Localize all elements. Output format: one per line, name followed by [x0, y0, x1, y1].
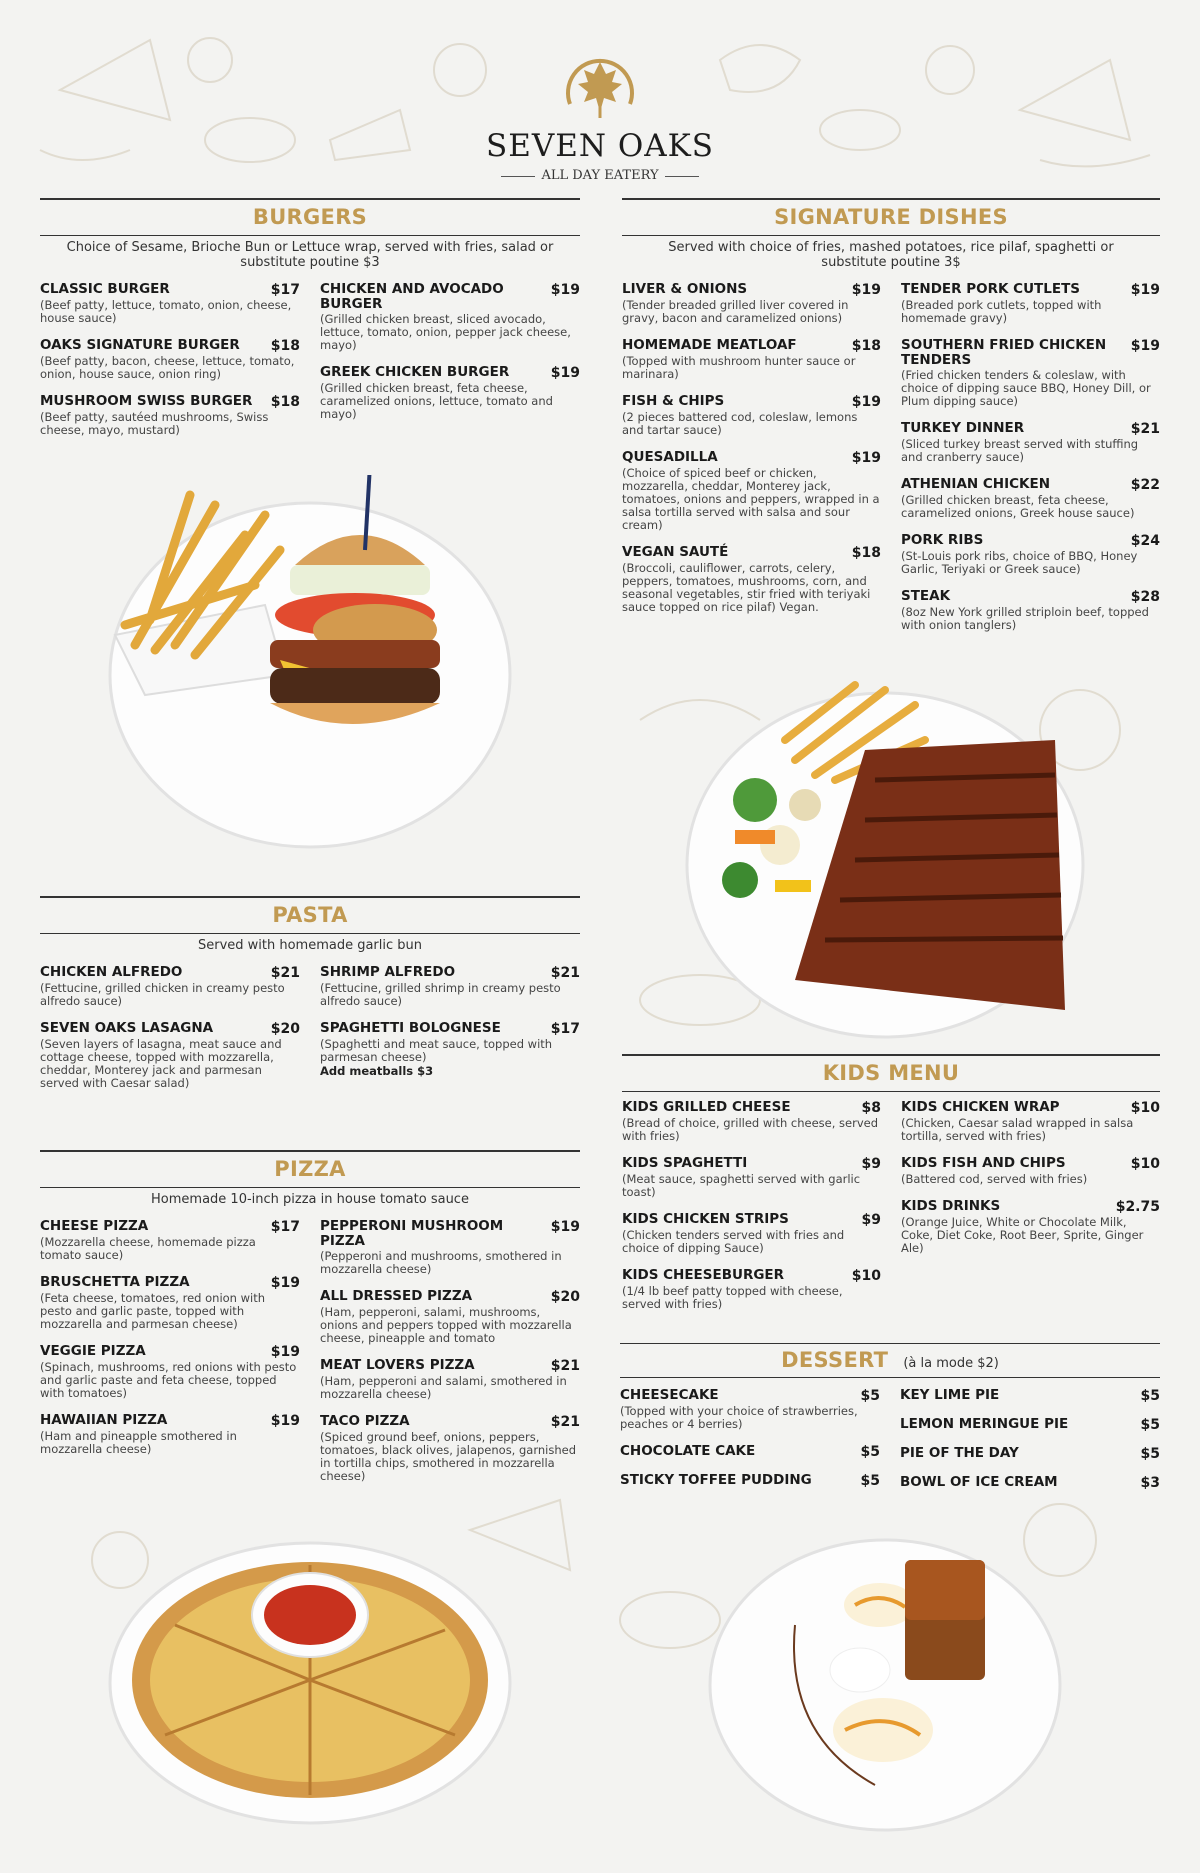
menu-item-name: STICKY TOFFEE PUDDING	[620, 1472, 812, 1488]
menu-item-row	[622, 1100, 881, 1116]
menu-item-kids-fish-and-chips	[901, 1156, 1160, 1186]
menu-item-price: $20	[270, 1021, 300, 1037]
menu-item-description: (Tender breaded grilled liver covered in gravy, bacon and caramelized onions)	[622, 298, 849, 325]
menu-item-row	[40, 1021, 300, 1037]
dessert-right-column	[900, 1388, 1160, 1504]
menu-item-price: $24	[1130, 533, 1160, 549]
menu-item-description: (St-Louis pork ribs, choice of BBQ, Honey Garlic, Teriyaki or Greek sauce)	[901, 549, 1138, 576]
menu-item-description: (Sliced turkey breast served with stuffing and cranberry sauce)	[901, 437, 1139, 464]
menu-item-price: $3	[1140, 1475, 1160, 1491]
menu-item-row	[40, 965, 300, 981]
menu-item-row	[320, 1219, 580, 1249]
menu-item-price: $5	[860, 1388, 880, 1404]
menu-item-addon: Add meatballs $3	[320, 1064, 434, 1078]
menu-item-name: LIVER & ONIONS	[622, 281, 748, 297]
menu-item-name: CHICKEN ALFREDO	[40, 964, 183, 980]
menu-item-price: $21	[1130, 421, 1160, 437]
menu-item-description: (Beef patty, bacon, cheese, lettuce, tomato, onion, house sauce, onion ring)	[40, 354, 295, 381]
menu-item-name: KIDS SPAGHETTI	[622, 1155, 748, 1171]
menu-item-kids-cheeseburger	[622, 1268, 881, 1311]
menu-item-name: KIDS GRILLED CHEESE	[622, 1099, 791, 1115]
menu-item-price: $10	[1130, 1100, 1160, 1116]
menu-item-steak	[901, 589, 1160, 632]
menu-item-description: (1/4 lb beef patty topped with cheese, served with fries)	[622, 1284, 843, 1311]
menu-item-description: (Chicken, Caesar salad wrapped in salsa tortilla, served with fries)	[901, 1116, 1134, 1143]
signature-header	[622, 198, 1160, 236]
kids-right-column	[901, 1100, 1160, 1324]
burgers-header	[40, 198, 580, 236]
menu-item-description: (Spaghetti and meat sauce, topped with parmesan cheese)	[320, 1037, 553, 1064]
menu-item-row	[622, 1268, 881, 1284]
menu-item-name: SPAGHETTI BOLOGNESE	[320, 1020, 501, 1036]
pizza-left-column	[40, 1219, 300, 1496]
menu-item-price: $5	[1140, 1417, 1160, 1433]
menu-item-row	[620, 1388, 880, 1404]
dessert-photo	[705, 1535, 1065, 1835]
menu-item-veggie-pizza	[40, 1344, 300, 1400]
menu-item-chicken-and-avocado-burger	[320, 282, 580, 352]
signature-left-column	[622, 282, 881, 645]
menu-item-row	[40, 282, 300, 298]
menu-item-row	[40, 394, 300, 410]
menu-item-description: (Broccoli, cauliflower, carrots, celery, peppers, tomatoes, mushrooms, corn, and seasonal vegetables, stir fried with teriyaki sauce topped on rice pilaf) Vegan.	[622, 561, 871, 614]
pasta-right-column	[320, 965, 580, 1103]
menu-item-description: (Meat sauce, spaghetti served with garlic toast)	[622, 1172, 861, 1199]
burger-and-fries-photo	[95, 475, 515, 855]
menu-item-price: $19	[270, 1344, 300, 1360]
pizza-header	[40, 1150, 580, 1188]
menu-item-shrimp-alfredo	[320, 965, 580, 1008]
menu-item-name: SOUTHERN FRIED CHICKEN TENDERS	[901, 337, 1107, 368]
menu-item-name: CHOCOLATE CAKE	[620, 1443, 756, 1459]
menu-item-row	[901, 1199, 1160, 1215]
menu-item-price: $22	[1130, 477, 1160, 493]
menu-item-price: $18	[851, 338, 881, 354]
menu-item-description: (Mozzarella cheese, homemade pizza tomato sauce)	[40, 1235, 256, 1262]
menu-item-turkey-dinner	[901, 421, 1160, 464]
menu-item-row	[901, 589, 1160, 605]
pasta-title: PASTA	[272, 903, 348, 927]
menu-item-row	[901, 477, 1160, 493]
menu-item-hawaiian-pizza	[40, 1413, 300, 1456]
menu-item-name: LEMON MERINGUE PIE	[900, 1416, 1069, 1432]
menu-item-row	[622, 1156, 881, 1172]
menu-item-liver-onions	[622, 282, 881, 325]
menu-item-price: $5	[860, 1473, 880, 1489]
menu-item-fish-chips	[622, 394, 881, 437]
menu-item-row	[40, 1413, 300, 1429]
signature-section	[622, 198, 1160, 645]
menu-item-bowl-of-ice-cream	[900, 1475, 1160, 1491]
menu-item-row	[901, 421, 1160, 437]
burgers-left-column	[40, 282, 300, 450]
pasta-left-column	[40, 965, 300, 1103]
menu-item-name: KIDS CHICKEN STRIPS	[622, 1211, 789, 1227]
menu-item-name: QUESADILLA	[622, 449, 718, 465]
burgers-title: BURGERS	[252, 205, 368, 229]
menu-item-name: ALL DRESSED PIZZA	[320, 1288, 473, 1304]
menu-item-price: $9	[861, 1156, 881, 1172]
menu-item-name: SHRIMP ALFREDO	[320, 964, 456, 980]
menu-item-description: (Fettucine, grilled shrimp in creamy pesto alfredo sauce)	[320, 981, 561, 1008]
menu-item-name: HOMEMADE MEATLOAF	[622, 337, 797, 353]
menu-item-description: (Orange Juice, White or Chocolate Milk, Coke, Diet Coke, Root Beer, Sprite, Ginger Ale)	[901, 1215, 1144, 1255]
menu-item-price: $17	[270, 282, 300, 298]
menu-item-name: TENDER PORK CUTLETS	[901, 281, 1081, 297]
menu-item-description: (Seven layers of lasagna, meat sauce and cottage cheese, topped with mozzarella, cheddar, Monterey jack and parmesan served with Caesar salad)	[40, 1037, 282, 1090]
menu-item-description: (Topped with your choice of strawberries, peaches or 4 berries)	[620, 1404, 858, 1431]
menu-item-description: (Breaded pork cutlets, topped with homemade gravy)	[901, 298, 1102, 325]
menu-item-price: $19	[550, 282, 580, 298]
menu-item-price: $5	[1140, 1446, 1160, 1462]
menu-item-name: ATHENIAN CHICKEN	[901, 476, 1051, 492]
menu-item-all-dressed-pizza	[320, 1289, 580, 1345]
dessert-section	[620, 1343, 1160, 1504]
menu-item-name: MEAT LOVERS PIZZA	[320, 1357, 475, 1373]
menu-item-price: $9	[861, 1212, 881, 1228]
menu-item-price: $5	[1140, 1388, 1160, 1404]
signature-title: SIGNATURE DISHES	[774, 205, 1008, 229]
menu-item-price: $19	[851, 394, 881, 410]
menu-item-description: (Grilled chicken breast, feta cheese, caramelized onions, lettuce, tomato and mayo)	[320, 381, 553, 421]
menu-item-key-lime-pie	[900, 1388, 1160, 1404]
menu-item-seven-oaks-lasagna	[40, 1021, 300, 1090]
menu-item-name: GREEK CHICKEN BURGER	[320, 364, 510, 380]
menu-item-name: SEVEN OAKS LASAGNA	[40, 1020, 214, 1036]
menu-item-name: CHEESECAKE	[620, 1387, 719, 1403]
dessert-left-column	[620, 1388, 880, 1504]
menu-item-name: KIDS CHEESEBURGER	[622, 1267, 785, 1283]
menu-item-description: (Choice of spiced beef or chicken, mozzarella, cheddar, Monterey jack, tomatoes, onions and peppers, wrapped in a salsa tortilla served with salsa and sour cream)	[622, 466, 880, 532]
menu-item-name: FISH & CHIPS	[622, 393, 725, 409]
menu-item-row	[900, 1446, 1160, 1462]
pizza-note: Homemade 10-inch pizza in house tomato sauce	[151, 1192, 469, 1207]
menu-item-mushroom-swiss-burger	[40, 394, 300, 437]
menu-item-description: (Feta cheese, tomatoes, red onion with pesto and garlic paste, topped with mozzarella and parmesan cheese)	[40, 1291, 266, 1331]
menu-item-vegan-saut	[622, 545, 881, 614]
menu-item-row	[901, 282, 1160, 298]
menu-item-row	[40, 1344, 300, 1360]
menu-item-row	[622, 282, 881, 298]
menu-item-price: $2.75	[1115, 1199, 1160, 1215]
menu-item-athenian-chicken	[901, 477, 1160, 520]
menu-item-row	[622, 450, 881, 466]
burgers-section	[40, 198, 580, 450]
menu-item-description: (Ham, pepperoni, salami, mushrooms, onions and peppers topped with mozzarella cheese, pineapple and tomato	[320, 1305, 572, 1345]
menu-item-description: (Grilled chicken breast, sliced avocado, lettuce, tomato, onion, pepper jack cheese, mayo)	[320, 312, 571, 352]
pizza-section	[40, 1150, 580, 1496]
menu-item-row	[901, 533, 1160, 549]
menu-item-name: VEGAN SAUTÉ	[622, 544, 729, 560]
menu-item-price: $19	[1130, 338, 1160, 354]
menu-item-name: KIDS CHICKEN WRAP	[901, 1099, 1060, 1115]
menu-item-description: (2 pieces battered cod, coleslaw, lemons and tartar sauce)	[622, 410, 858, 437]
menu-item-classic-burger	[40, 282, 300, 325]
signature-note: Served with choice of fries, mashed potatoes, rice pilaf, spaghetti or substitute poutine 3$	[668, 240, 1114, 270]
menu-item-name: HAWAIIAN PIZZA	[40, 1412, 168, 1428]
menu-item-cheese-pizza	[40, 1219, 300, 1262]
menu-item-cheesecake	[620, 1388, 880, 1431]
menu-item-name: PIE OF THE DAY	[900, 1445, 1019, 1461]
menu-item-price: $28	[1130, 589, 1160, 605]
kids-section	[622, 1054, 1160, 1324]
menu-item-row	[320, 365, 580, 381]
menu-item-price: $18	[851, 545, 881, 561]
menu-item-name: CHEESE PIZZA	[40, 1218, 149, 1234]
dessert-title: DESSERT	[781, 1348, 889, 1372]
kids-header	[622, 1054, 1160, 1092]
menu-item-row	[40, 338, 300, 354]
menu-item-southern-fried-chicken-tenders	[901, 338, 1160, 408]
menu-item-row	[622, 1212, 881, 1228]
menu-item-name: KIDS DRINKS	[901, 1198, 1001, 1214]
brand-name: SEVEN OAKS	[485, 128, 715, 164]
menu-item-name: OAKS SIGNATURE BURGER	[40, 337, 240, 353]
menu-item-price: $21	[550, 1358, 580, 1374]
menu-item-price: $10	[851, 1268, 881, 1284]
menu-item-description: (Chicken tenders served with fries and choice of dipping Sauce)	[622, 1228, 845, 1255]
menu-item-row	[901, 1156, 1160, 1172]
pasta-header	[40, 896, 580, 934]
menu-item-spaghetti-bolognese	[320, 1021, 580, 1078]
menu-item-description: (Fettucine, grilled chicken in creamy pesto alfredo sauce)	[40, 981, 285, 1008]
burgers-right-column	[320, 282, 580, 450]
menu-item-description: (Fried chicken tenders & coleslaw, with choice of dipping sauce BBQ, Honey Dill, or Plum dipping sauce)	[901, 368, 1151, 408]
menu-item-description: (Topped with mushroom hunter sauce or marinara)	[622, 354, 856, 381]
signature-right-column	[901, 282, 1160, 645]
menu-item-name: KIDS FISH AND CHIPS	[901, 1155, 1066, 1171]
menu-item-name: TACO PIZZA	[320, 1413, 410, 1429]
menu-item-price: $5	[860, 1444, 880, 1460]
menu-item-chocolate-cake	[620, 1444, 880, 1460]
ribs-plate-photo	[685, 680, 1105, 1040]
menu-item-taco-pizza	[320, 1414, 580, 1483]
menu-item-name: CHICKEN AND AVOCADO BURGER	[320, 281, 504, 312]
menu-item-price: $18	[270, 338, 300, 354]
menu-item-name: BRUSCHETTA PIZZA	[40, 1274, 190, 1290]
kids-title: KIDS MENU	[822, 1061, 960, 1085]
menu-item-tender-pork-cutlets	[901, 282, 1160, 325]
menu-item-description: (8oz New York grilled striploin beef, topped with onion tanglers)	[901, 605, 1149, 632]
menu-item-price: $8	[861, 1100, 881, 1116]
menu-item-row	[901, 1100, 1160, 1116]
menu-item-kids-drinks	[901, 1199, 1160, 1255]
menu-item-price: $21	[550, 965, 580, 981]
menu-item-row	[320, 282, 580, 312]
pasta-note: Served with homemade garlic bun	[197, 938, 423, 953]
menu-item-bruschetta-pizza	[40, 1275, 300, 1331]
menu-item-price: $17	[270, 1219, 300, 1235]
menu-item-price: $20	[550, 1289, 580, 1305]
menu-item-row	[320, 965, 580, 981]
menu-item-row	[40, 1275, 300, 1291]
menu-item-quesadilla	[622, 450, 881, 532]
menu-item-price: $19	[270, 1275, 300, 1291]
menu-item-row	[620, 1444, 880, 1460]
menu-item-meat-lovers-pizza	[320, 1358, 580, 1401]
menu-item-row	[320, 1289, 580, 1305]
menu-item-description: (Battered cod, served with fries)	[901, 1172, 1088, 1186]
pizza-title: PIZZA	[274, 1157, 346, 1181]
menu-item-row	[320, 1358, 580, 1374]
menu-item-name: VEGGIE PIZZA	[40, 1343, 146, 1359]
menu-item-sticky-toffee-pudding	[620, 1473, 880, 1489]
menu-item-pepperoni-mushroom-pizza	[320, 1219, 580, 1276]
kids-left-column	[622, 1100, 881, 1324]
menu-item-row	[900, 1475, 1160, 1491]
menu-item-name: PORK RIBS	[901, 532, 984, 548]
menu-item-price: $19	[550, 1219, 580, 1235]
menu-item-row	[40, 1219, 300, 1235]
menu-item-description: (Ham, pepperoni and salami, smothered in mozzarella cheese)	[320, 1374, 567, 1401]
menu-item-name: STEAK	[901, 588, 951, 604]
dessert-a-la-mode-note: (à la mode $2)	[903, 1356, 999, 1371]
menu-item-price: $19	[851, 282, 881, 298]
menu-item-oaks-signature-burger	[40, 338, 300, 381]
menu-item-price: $19	[1130, 282, 1160, 298]
brand-tagline: ALL DAY EATERY	[501, 168, 698, 183]
menu-item-name: BOWL OF ICE CREAM	[900, 1474, 1058, 1490]
menu-item-price: $19	[270, 1413, 300, 1429]
menu-item-description: (Spiced ground beef, onions, peppers, tomatoes, black olives, jalapenos, garnished in tortilla chips, smothered in mozzarella cheese)	[320, 1430, 577, 1483]
menu-item-kids-spaghetti	[622, 1156, 881, 1199]
menu-item-row	[900, 1388, 1160, 1404]
menu-item-name: PEPPERONI MUSHROOM PIZZA	[320, 1218, 504, 1249]
menu-item-row	[320, 1414, 580, 1430]
menu-item-price: $17	[550, 1021, 580, 1037]
menu-item-row	[900, 1417, 1160, 1433]
dessert-header	[620, 1343, 1160, 1378]
menu-item-name: TURKEY DINNER	[901, 420, 1025, 436]
menu-item-pork-ribs	[901, 533, 1160, 576]
oak-leaf-logo	[560, 48, 640, 126]
menu-item-price: $19	[550, 365, 580, 381]
header	[0, 48, 1200, 183]
menu-item-description: (Spinach, mushrooms, red onions with pesto and garlic paste and feta cheese, topped with tomatoes)	[40, 1360, 297, 1400]
menu-item-price: $21	[550, 1414, 580, 1430]
menu-item-homemade-meatloaf	[622, 338, 881, 381]
menu-item-price: $21	[270, 965, 300, 981]
menu-item-description: (Beef patty, sautéed mushrooms, Swiss cheese, mayo, mustard)	[40, 410, 269, 437]
menu-item-kids-chicken-wrap	[901, 1100, 1160, 1143]
menu-item-description: (Beef patty, lettuce, tomato, onion, cheese, house sauce)	[40, 298, 292, 325]
menu-item-description: (Pepperoni and mushrooms, smothered in mozzarella cheese)	[320, 1249, 562, 1276]
menu-item-description: (Bread of choice, grilled with cheese, served with fries)	[622, 1116, 879, 1143]
menu-item-greek-chicken-burger	[320, 365, 580, 421]
menu-item-description: (Grilled chicken breast, feta cheese, caramelized onions, Greek house sauce)	[901, 493, 1135, 520]
menu-item-name: KEY LIME PIE	[900, 1387, 1000, 1403]
pasta-section	[40, 896, 580, 1103]
menu-item-price: $18	[270, 394, 300, 410]
menu-item-row	[620, 1473, 880, 1489]
menu-item-row	[901, 338, 1160, 368]
menu-item-kids-grilled-cheese	[622, 1100, 881, 1143]
menu-item-price: $19	[851, 450, 881, 466]
menu-item-kids-chicken-strips	[622, 1212, 881, 1255]
menu-item-price: $10	[1130, 1156, 1160, 1172]
menu-item-pie-of-the-day	[900, 1446, 1160, 1462]
menu-item-row	[622, 545, 881, 561]
menu-item-row	[622, 394, 881, 410]
menu-item-name: CLASSIC BURGER	[40, 281, 170, 297]
menu-item-lemon-meringue-pie	[900, 1417, 1160, 1433]
menu-item-row	[622, 338, 881, 354]
menu-item-row	[320, 1021, 580, 1037]
menu-item-name: MUSHROOM SWISS BURGER	[40, 393, 253, 409]
pizza-right-column	[320, 1219, 580, 1496]
menu-item-description: (Ham and pineapple smothered in mozzarella cheese)	[40, 1429, 237, 1456]
pizza-photo	[105, 1535, 515, 1825]
menu-item-chicken-alfredo	[40, 965, 300, 1008]
burgers-note: Choice of Sesame, Brioche Bun or Lettuce wrap, served with fries, salad or substitute poutine $3	[66, 240, 554, 270]
